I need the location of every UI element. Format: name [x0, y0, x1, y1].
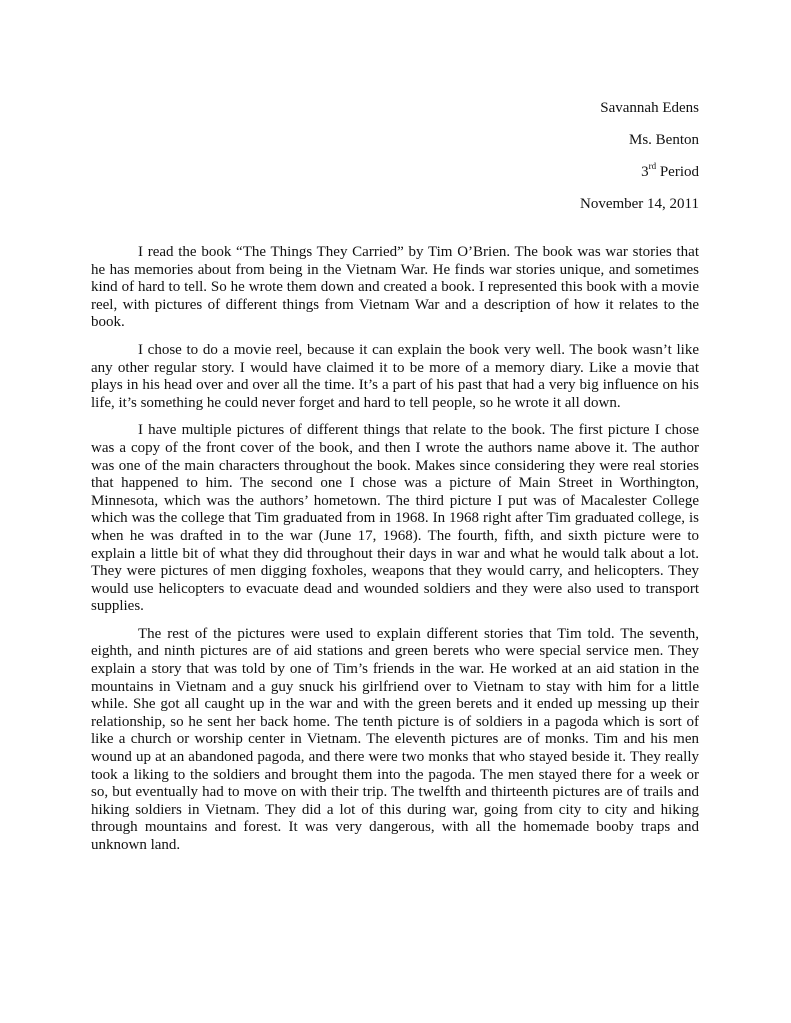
period-ordinal-suffix: rd	[648, 161, 657, 171]
essay-header	[580, 92, 699, 220]
paragraph-1: I read the book “The Things They Carried” by Tim O’Brien. The book was war stories that he has memories about from being in the Vietnam War. He finds war stories unique, and sometimes kind of hard to tell. So he wrote them down and created a book. I represented this book with a movie reel, with pictures of different things from Vietnam War and a description of how it relates to the book.	[91, 244, 699, 331]
class-period	[580, 156, 699, 188]
teacher-name: Ms. Benton	[628, 132, 699, 148]
period-word: Period	[656, 164, 699, 180]
student-name: Savannah Edens	[600, 100, 699, 116]
paragraph-2: I chose to do a movie reel, because it can explain the book very well. The book wasn’t like any other regular story. I would have claimed it to be more of a memory diary. Like a movie that plays in his head over and over all the time. It’s a part of his past that had a very big influence on his life, it’s something he could never forget and hard to tell people, so he wrote it all down.	[91, 341, 699, 411]
paragraph-3: I have multiple pictures of different things that relate to the book. The first picture I chose was a copy of the front cover of the book, and then I wrote the authors name above it. The author was one of the main characters throughout the book. Makes since considering they were real stories that happened to him. The second one I chose was a picture of Main Street in Worthington, Minnesota, which was the authors’ hometown. The third picture I put was of Macalester College which was the college that Tim graduated from in 1968. In 1968 right after Tim graduated college, is when he was drafted in to the war (June 17, 1968). The fourth, fifth, and sixth picture were to explain a little bit of what they did throughout their days in war and what he would talk about a lot. They were pictures of men digging foxholes, weapons that they would carry, and helicopters. They would use helicopters to evacuate dead and wounded soldiers and they were also used to transport supplies.	[91, 422, 699, 615]
paragraph-4: The rest of the pictures were used to explain different stories that Tim told. The seventh, eighth, and ninth pictures are of aid stations and green berets who were special service men. They explain a story that was told by one of Tim’s friends in the war. He worked at an aid station in the mountains in Vietnam and a guy snuck his girlfriend over to Vietnam to stay with him for a little while. She got all caught up in the war and with the green berets and it ended up messing up their relationship, so he sent her back home. The tenth picture is of soldiers in a pagoda which is sort of like a church or worship center in Vietnam. The eleventh pictures are of monks. Tim and his men wound up at an abandoned pagoda, and there were two monks that who stayed beside it. They really took a liking to the soldiers and brought them into the pagoda. The men stayed there for a week or so, but eventually had to move on with their trip. The twelfth and thirteenth pictures are of trails and hiking soldiers in Vietnam. They did a lot of this during war, going from city to city and hiking through mountains and forest. It was very dangerous, with all the homemade booby traps and unknown land.	[91, 625, 699, 853]
essay-date: November 14, 2011	[579, 196, 699, 212]
essay-body	[91, 244, 699, 865]
period-number: 3	[641, 164, 649, 180]
